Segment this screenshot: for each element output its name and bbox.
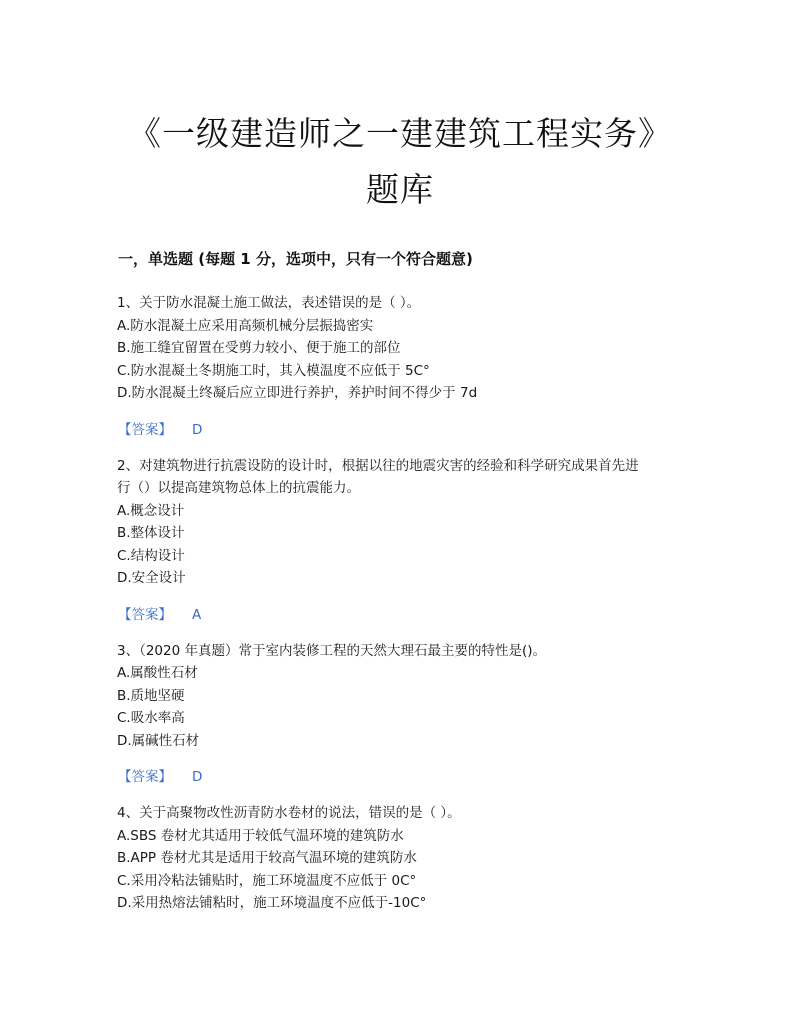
question-4 <box>117 802 697 915</box>
answer-value: D <box>192 421 203 438</box>
answer-tag: 【答案】 <box>118 421 172 438</box>
answer-value: A <box>192 606 202 623</box>
question-1-option-d: D.防水混凝土终凝后应立即进行养护，养护时间不得少于 7d <box>117 385 478 401</box>
question-3 <box>117 640 697 789</box>
question-3-option-c: C.吸水率高 <box>117 710 185 726</box>
question-3-option-a: A.属酸性石材 <box>117 665 198 681</box>
question-2-option-b: B.整体设计 <box>117 525 185 541</box>
question-2-stem-line2: 行（）以提高建筑物总体上的抗震能力。 <box>117 480 360 496</box>
question-1 <box>117 292 697 441</box>
question-3-stem: 3、（2020 年真题）常于室内装修工程的天然大理石最主要的特性是()。 <box>117 642 547 659</box>
document-title-line1: 《一级建造师之一建建筑工程实务》 <box>128 114 672 153</box>
question-list <box>117 292 697 915</box>
question-2-answer <box>117 604 697 626</box>
question-4-option-a: A.SBS 卷材尤其适用于较低气温环境的建筑防水 <box>117 827 404 844</box>
question-3-option-b: B.质地坚硬 <box>117 687 185 704</box>
question-2-option-a: A.概念设计 <box>117 502 185 519</box>
question-4-option-d: D.采用热熔法铺粘时，施工环境温度不应低于-10C° <box>117 895 427 911</box>
question-1-option-b: B.施工缝宜留置在受剪力较小、便于施工的部位 <box>117 340 401 356</box>
question-4-stem: 4、关于高聚物改性沥青防水卷材的说法，错误的是（ ）。 <box>117 805 461 821</box>
question-1-option-c: C.防水混凝土冬期施工时，其入模温度不应低于 5C° <box>117 362 430 379</box>
question-4-option-b: B.APP 卷材尤其是适用于较高气温环境的建筑防水 <box>117 850 417 866</box>
document-title-line2: 题库 <box>366 170 434 209</box>
answer-tag: 【答案】 <box>118 769 172 785</box>
answer-value: D <box>192 769 203 785</box>
question-1-option-a: A.防水混凝土应采用高频机械分层振捣密实 <box>117 317 374 334</box>
question-2 <box>117 455 697 626</box>
question-2-option-c: C.结构设计 <box>117 547 185 564</box>
question-1-answer <box>117 419 697 441</box>
question-2-stem-line1: 2、对建筑物进行抗震设防的设计时，根据以往的地震灾害的经验和科学研究成果首先进 <box>117 457 639 474</box>
section-heading: 一，单选题 (每题 1 分，选项中，只有一个符合题意) <box>118 250 473 268</box>
question-1-stem: 1、关于防水混凝土施工做法，表述错误的是（ ）。 <box>117 295 421 311</box>
question-3-option-d: D.属碱性石材 <box>117 732 200 749</box>
question-2-option-d: D.安全设计 <box>117 570 186 586</box>
question-4-option-c: C.采用冷粘法铺贴时，施工环境温度不应低于 0C° <box>117 872 417 889</box>
answer-tag: 【答案】 <box>118 606 172 623</box>
question-3-answer <box>117 766 697 788</box>
